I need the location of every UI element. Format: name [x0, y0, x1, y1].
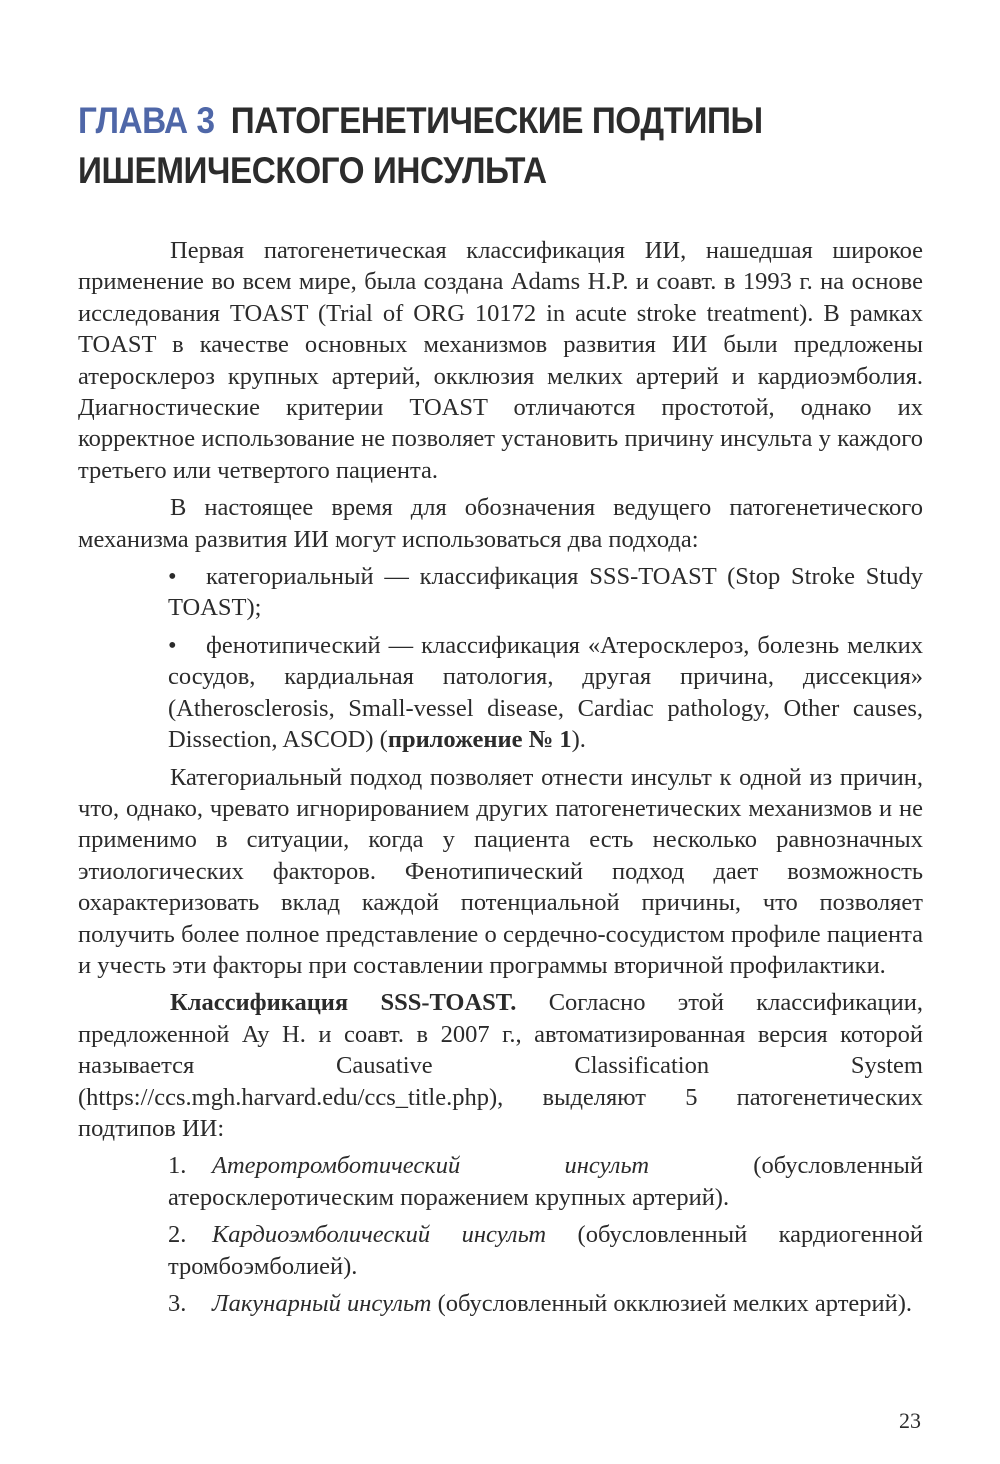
subtype-name: Кардиоэмболический инсульт [212, 1221, 547, 1249]
list-item [168, 1288, 923, 1319]
approach-list [168, 561, 923, 755]
subtype-desc: (обусловленный окклюзией мелких артерий). [431, 1290, 913, 1317]
list-item [168, 1150, 923, 1213]
bullet-text-2-end: ). [571, 726, 586, 754]
page-number: 23 [899, 1408, 921, 1433]
section-run-in-heading: Классификация SSS-TOAST. [170, 989, 517, 1017]
bullet-icon: • [168, 563, 177, 591]
page [78, 96, 923, 1325]
paragraph-4-text: Согласно этой классификации, предложенной Ay H. и соавт. в 2007 г., автоматизированная версия которой называется Causative Classification System (https://ccs.mgh.harvard.edu/ccs_title.php), выделяют 5 патогенетических подтипов ИИ: [78, 989, 923, 1142]
bullet-text-2: фенотипический — классификация «Атеросклероз, болезнь мелких сосудов, кардиальная патология, другая причина, диссекция» (Atherosclerosis, Small-vessel disease, Cardiac pathology, Other causes, Dissection, ASCOD) ( [168, 631, 923, 754]
body-text [78, 235, 923, 1319]
bullet-icon: • [168, 631, 177, 659]
bullet-text-1: категориальный — классификация SSS-TOAST (Stop Stroke Study TOAST); [168, 563, 923, 622]
paragraph-1: Первая патогенетическая классификация ИИ, нашедшая широкое применение во всем мире, была создана Adams H.P. и соавт. в 1993 г. на основе исследования TOAST (Trial of ORG 10172 in acute stroke treatment). В рамках TOAST в качестве основных механизмов развития ИИ были предложены атеросклероз крупных артерий, окклюзия мелких артерий и кардиоэмболия. Диагностические критерии TOAST отличаются простотой, однако их корректное использование не позволяет установить причину инсульта у каждого третьего или четвертого пациента. [78, 237, 923, 484]
paragraph-4 [78, 987, 923, 1144]
list-item [168, 630, 923, 756]
subtype-desc: (обусловленный атеросклеротическим поражением крупных артерий). [168, 1152, 923, 1211]
chapter-title-line2: ИШЕМИЧЕСКОГО ИНСУЛЬТА [78, 150, 547, 191]
subtype-list [168, 1150, 923, 1319]
chapter-title-line1: ПАТОГЕНЕТИЧЕСКИЕ ПОДТИПЫ [230, 100, 763, 141]
appendix-reference: приложение № 1 [387, 726, 572, 754]
item-number: 3. [168, 1290, 187, 1317]
list-item [168, 561, 923, 624]
list-item [168, 1219, 923, 1282]
chapter-label: ГЛАВА 3 [78, 100, 215, 141]
paragraph-3: Категориальный подход позволяет отнести инсульт к одной из причин, что, однако, чревато игнорированием других патогенетических механизмов и не применимо в ситуации, когда у пациента есть несколько равнозначных этиологических факторов. Фенотипический подход дает возможность охарактеризовать вклад каждой потенциальной причины, что позволяет получить более полное представление о сердечно-сосудистом профиле пациента и учесть эти факторы при составлении программы вторичной профилактики. [78, 763, 923, 979]
item-number: 1. [168, 1152, 187, 1180]
chapter-heading [78, 96, 839, 196]
subtype-name: Лакунарный инсульт [212, 1290, 432, 1317]
subtype-name: Атеротромботический инсульт [212, 1152, 650, 1180]
paragraph-2: В настоящее время для обозначения ведущего патогенетического механизма развития ИИ могут использоваться два подхода: [78, 494, 923, 553]
subtype-desc: (обусловленный кардиогенной тромбоэмболией). [168, 1221, 923, 1280]
item-number: 2. [168, 1221, 187, 1249]
